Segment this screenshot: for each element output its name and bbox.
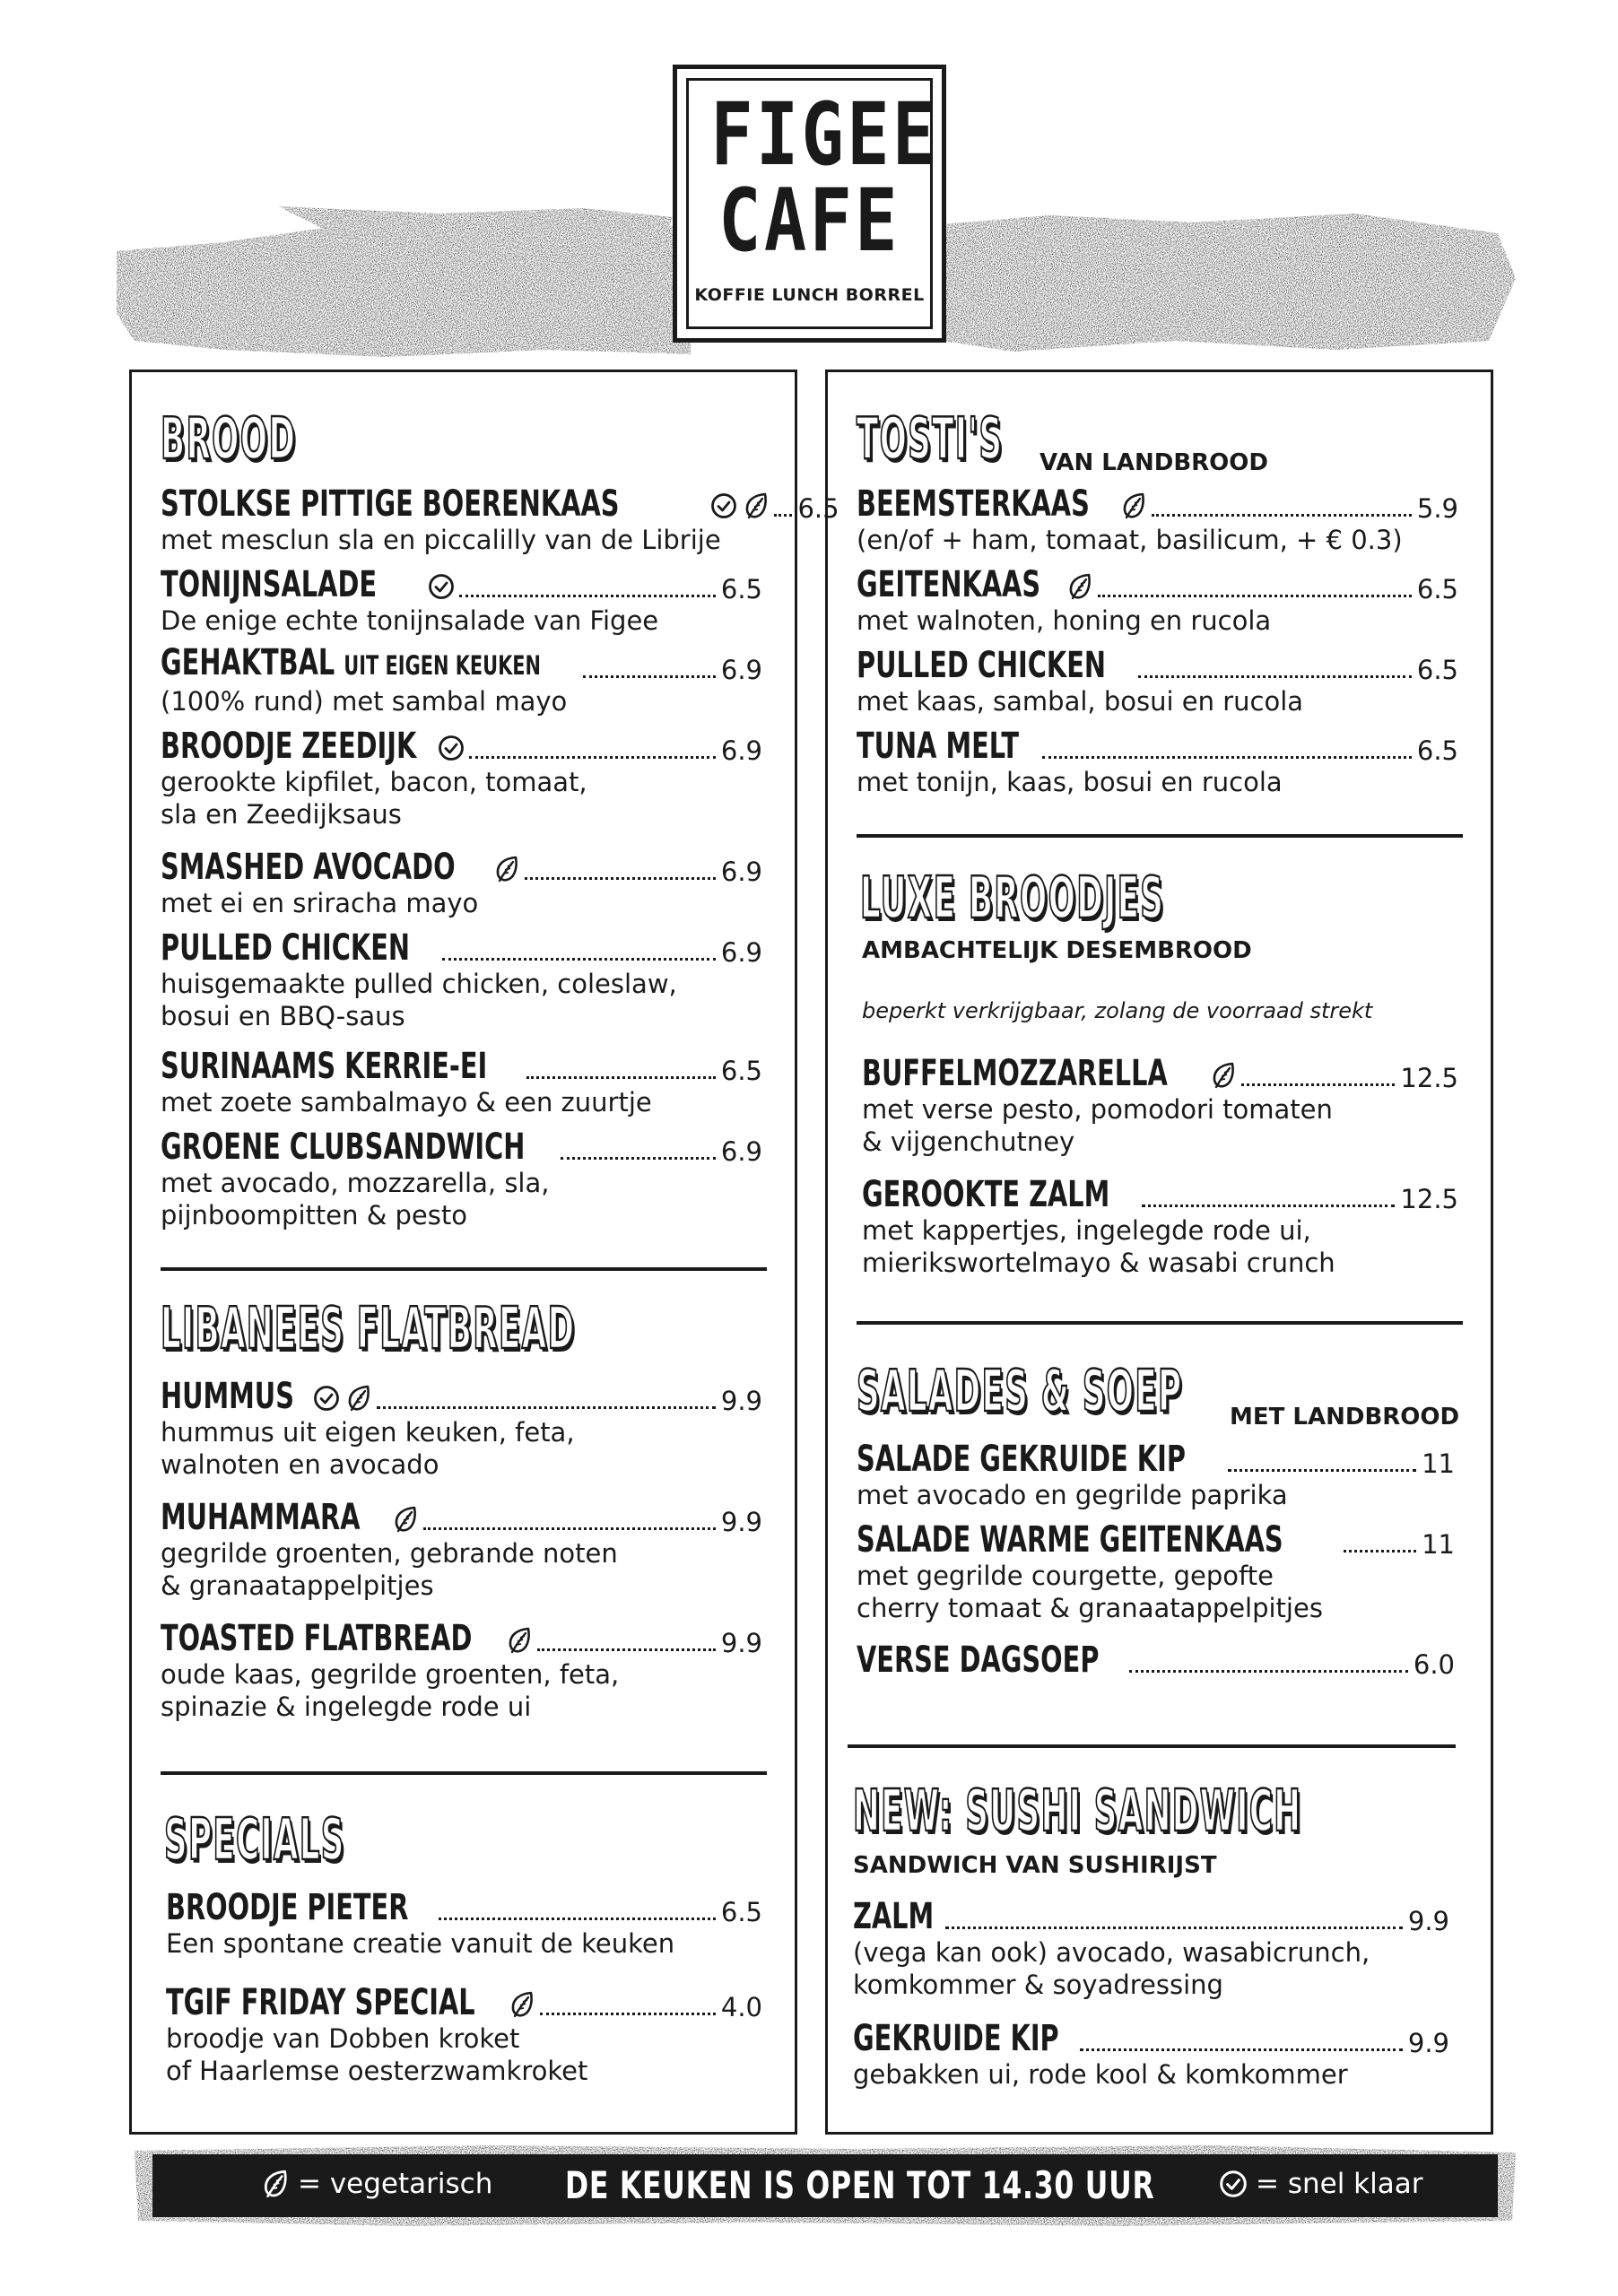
item-name: STOLKSE PITTIGE BOERENKAAS: [161, 483, 620, 525]
menu-item: [857, 1520, 1455, 1624]
dot-leader: [583, 675, 716, 678]
item-description: hummus uit eigen keuken, feta, walnoten en avocado: [161, 1417, 575, 1480]
section-divider: [848, 1744, 1456, 1748]
check-circle-icon: [312, 1384, 341, 1413]
item-price: 9.9: [720, 1628, 762, 1658]
item-description: met mesclun sla en piccalilly van de Librije: [161, 525, 721, 555]
footer: [135, 2145, 1516, 2226]
section-title-salades: SALADES & SOEP: [857, 1359, 1183, 1425]
item-price: 5.9: [1416, 493, 1458, 524]
leaf-icon: [492, 855, 521, 883]
item-name: GROENE CLUBSANDWICH: [161, 1126, 526, 1168]
dot-leader: [459, 595, 716, 597]
item-name: BEEMSTERKAAS: [857, 483, 1090, 525]
item-name: SALADE WARME GEITENKAAS: [857, 1519, 1283, 1561]
item-description: gegrilde groenten, gebrande noten & granaatappelpitjes: [161, 1538, 618, 1601]
item-description: (en/of + ham, tomaat, basilicum, + € 0.3): [857, 525, 1403, 555]
section-divider: [857, 834, 1463, 838]
item-description: oude kaas, gegrilde groenten, feta, spinazie & ingelegde rode ui: [161, 1659, 620, 1722]
menu-item: [161, 928, 762, 1032]
menu-item: [161, 1127, 762, 1231]
section-title-brood: BROOD: [161, 406, 297, 473]
leaf-icon: [1209, 1061, 1238, 1090]
item-name: TUNA MELT: [857, 726, 1020, 767]
check-circle-icon: [709, 491, 738, 520]
item-description: met walnoten, honing en rucola: [857, 605, 1272, 636]
section-divider: [161, 1771, 767, 1775]
menu-column-left: [129, 370, 839, 2135]
item-price: 6.5: [1416, 735, 1458, 766]
dot-leader: [439, 1918, 716, 1920]
leaf-icon: [344, 1384, 373, 1413]
item-name: GEITENKAAS: [857, 564, 1041, 605]
dot-leader: [1098, 595, 1412, 597]
item-name: SURINAAMS KERRIE-EI: [161, 1046, 488, 1087]
item-price: 6.9: [720, 1136, 762, 1167]
item-name: BROODJE ZEEDIJK: [161, 726, 417, 767]
item-price: 4.0: [720, 1992, 762, 2022]
item-description: met ei en sriracha mayo: [161, 888, 479, 918]
menu-item: [161, 726, 762, 831]
item-description: huisgemaakte pulled chicken, coleslaw, bosui en BBQ-saus: [161, 969, 677, 1031]
leaf-icon: [508, 1990, 536, 2019]
logo-tagline: KOFFIE LUNCH BORREL: [694, 285, 925, 305]
menu-item: [862, 1175, 1458, 1279]
item-name: PULLED CHICKEN: [161, 927, 410, 969]
item-name: BROODJE PIETER: [166, 1887, 409, 1928]
item-name: SALADE GEKRUIDE KIP: [857, 1439, 1186, 1480]
section-title-luxe: LUXE BROODJES: [860, 865, 1165, 932]
item-name: TGIF FRIDAY SPECIAL: [166, 1982, 475, 2023]
section-title-sushi: NEW: SUSHI SANDWICH: [853, 1779, 1302, 1845]
dot-leader: [526, 1076, 716, 1079]
menu-item: [161, 1498, 762, 1602]
menu-item: [853, 2019, 1449, 2091]
dot-leader: [1080, 2048, 1403, 2051]
dot-leader: [774, 514, 792, 517]
item-description: met avocado en gegrilde paprika: [857, 1480, 1288, 1510]
dot-leader: [1228, 1469, 1416, 1472]
leaf-icon: [391, 1505, 420, 1534]
item-description: Een spontane creatie vanuit de keuken: [166, 1928, 675, 1959]
logo-word-figee: FIGEE: [710, 84, 938, 185]
leaf-icon: [742, 491, 770, 520]
section-title-tostis: TOSTI'S: [857, 406, 1004, 473]
item-description: met tonijn, kaas, bosui en rucola: [857, 767, 1283, 797]
dot-leader: [1142, 1205, 1396, 1207]
check-circle-icon: [427, 572, 456, 601]
menu-item: [161, 642, 762, 718]
item-price: 9.9: [1407, 1906, 1449, 1936]
menu-item: [857, 726, 1458, 798]
menu-item: [857, 565, 1458, 637]
item-description: met verse pesto, pomodori tomaten & vijgenchutney: [862, 1094, 1333, 1157]
dot-leader: [1138, 675, 1412, 678]
check-circle-icon: [437, 734, 465, 762]
item-price: 6.9: [720, 857, 762, 887]
section-divider: [857, 1321, 1463, 1325]
legend-vegetarian: [260, 2168, 492, 2200]
menu-item: [857, 1640, 1455, 1680]
item-price: 6.0: [1413, 1649, 1455, 1680]
item-name: HUMMUS: [161, 1376, 294, 1417]
legend-quick: [1218, 2168, 1422, 2200]
dot-leader: [1241, 1083, 1395, 1086]
item-price: 6.9: [720, 735, 762, 766]
section-subtitle-tostis: VAN LANDBROOD: [1040, 449, 1268, 476]
menu-item: [857, 1439, 1455, 1511]
item-description: met avocado, mozzarella, sla, pijnboompitten & pesto: [161, 1168, 550, 1231]
leaf-icon: [505, 1626, 534, 1655]
item-price: 12.5: [1400, 1184, 1458, 1214]
item-description: met zoete sambalmayo & een zuurtje: [161, 1087, 652, 1118]
dot-leader: [540, 2013, 716, 2015]
item-description: (vega kan ook) avocado, wasabicrunch, komkommer & soyadressing: [853, 1937, 1370, 2000]
item-description: gebakken ui, rode kool & komkommer: [853, 2059, 1348, 2090]
item-name: TOASTED FLATBREAD: [161, 1618, 473, 1659]
item-name: MUHAMMARA: [161, 1497, 361, 1538]
item-price: 6.5: [720, 1897, 762, 1927]
item-name: GEROOKTE ZALM: [862, 1174, 1110, 1215]
item-description: gerookte kipfilet, bacon, tomaat, sla en Zeedijksaus: [161, 767, 587, 830]
section-subtitle-sushi: SANDWICH VAN SUSHIRIJST: [853, 1852, 1217, 1879]
item-description: met gegrilde courgette, gepofte cherry tomaat & granaatappelpitjes: [857, 1561, 1323, 1623]
item-description: met kappertjes, ingelegde rode ui, mierikswortelmayo & wasabi crunch: [862, 1215, 1335, 1278]
dot-leader: [525, 877, 716, 880]
menu-item: [161, 1619, 762, 1723]
legend-vegetarian-text: = vegetarisch: [298, 2168, 493, 2200]
menu-item: [161, 1377, 762, 1481]
item-price: 9.9: [720, 1386, 762, 1416]
dot-leader: [945, 1926, 1403, 1929]
item-name: GEHAKTBAL UIT EIGEN KEUKEN: [161, 642, 542, 683]
item-name: ZALM: [853, 1896, 935, 1937]
dot-leader: [561, 1157, 716, 1160]
item-name: PULLED CHICKEN: [857, 645, 1106, 686]
item-name-note: UIT EIGEN KEUKEN: [344, 650, 542, 681]
leaf-icon: [1066, 572, 1094, 601]
dot-leader: [1344, 1550, 1416, 1552]
item-name: GEKRUIDE KIP: [853, 2018, 1059, 2059]
item-price: 6.5: [797, 493, 839, 524]
menu-column-right: [825, 370, 1493, 2135]
item-description: (100% rund) met sambal mayo: [161, 686, 568, 717]
item-name: VERSE DAGSOEP: [857, 1639, 1100, 1681]
dot-leader: [1042, 756, 1411, 759]
item-price: 6.9: [720, 937, 762, 968]
section-note-luxe: beperkt verkrijgbaar, zolang de voorraad strekt: [862, 998, 1373, 1023]
item-description: De enige echte tonijnsalade van Figee: [161, 605, 659, 636]
section-title-flatbread: LIBANEES FLATBREAD: [161, 1296, 576, 1362]
item-price: 12.5: [1400, 1063, 1458, 1093]
dot-leader: [377, 1406, 716, 1409]
kitchen-hours: DE KEUKEN IS OPEN TOT 14.30 UUR: [565, 2163, 1155, 2207]
dot-leader: [1129, 1670, 1408, 1673]
dot-leader: [537, 1648, 715, 1651]
leaf-icon: [1119, 491, 1148, 520]
menu-item: [161, 848, 762, 919]
dot-leader: [442, 958, 716, 961]
item-price: 6.5: [1416, 655, 1458, 685]
item-name: BUFFELMOZZARELLA: [862, 1053, 1168, 1094]
section-subtitle-salades: MET LANDBROOD: [1230, 1404, 1460, 1431]
item-price: 9.9: [1407, 2028, 1449, 2058]
leaf-icon: [260, 2169, 291, 2199]
item-price: 11: [1422, 1529, 1455, 1560]
menu-item: [166, 1888, 762, 1960]
item-price: 6.5: [1416, 574, 1458, 604]
section-subtitle-luxe: AMBACHTELIJK DESEMBROOD: [862, 937, 1252, 964]
menu-item: [161, 483, 839, 556]
item-price: 6.5: [720, 1056, 762, 1086]
dot-leader: [1152, 514, 1412, 517]
menu-item: [862, 1054, 1458, 1158]
section-divider: [161, 1267, 767, 1271]
check-circle-icon: [1218, 2169, 1248, 2199]
logo-word-cafe: CAFE: [718, 170, 900, 271]
item-description: broodje van Dobben kroket of Haarlemse oesterzwamkroket: [166, 2023, 588, 2086]
dot-leader: [469, 756, 716, 759]
item-price: 6.9: [720, 655, 762, 685]
item-price: 9.9: [720, 1507, 762, 1537]
menu-item: [853, 1897, 1449, 2001]
legend-quick-text: = snel klaar: [1256, 2168, 1423, 2200]
menu-item: [161, 1047, 762, 1118]
menu-item: [857, 484, 1458, 556]
dot-leader: [423, 1527, 716, 1530]
item-name: SMASHED AVOCADO: [161, 847, 456, 888]
item-price: 11: [1422, 1448, 1455, 1479]
menu-item: [166, 1983, 762, 2087]
menu-item: [161, 565, 762, 637]
logo: [673, 65, 946, 343]
section-title-specials: SPECIALS: [164, 1807, 345, 1874]
item-price: 6.5: [720, 574, 762, 604]
item-description: met kaas, sambal, bosui en rucola: [857, 686, 1304, 717]
item-name: TONIJNSALADE: [161, 564, 378, 605]
menu-item: [857, 646, 1458, 718]
